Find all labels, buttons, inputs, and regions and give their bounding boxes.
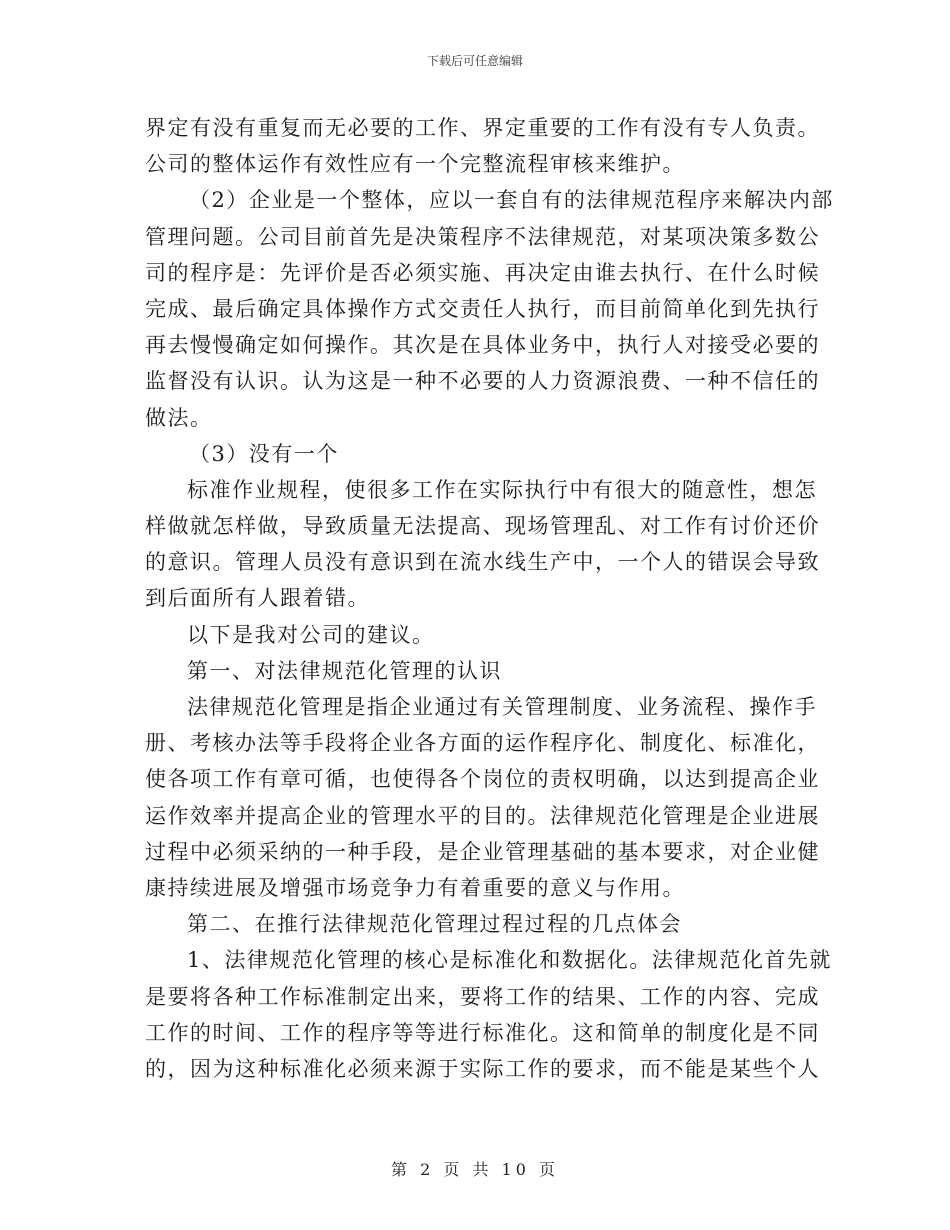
page-footer: 第 2 页 共 10 页 bbox=[391, 1160, 559, 1179]
paragraph-line: 过程中必须采纳的一种手段，是企业管理基础的基本要求，对企业健 bbox=[145, 839, 820, 864]
paragraph-line: 到后面所有人跟着错。 bbox=[145, 586, 370, 611]
paragraph-line: 监督没有认识。认为这是一种不必要的人力资源浪费、一种不信任的 bbox=[145, 369, 820, 394]
paragraph-line: （2）企业是一个整体，应以一套自有的法律规范程序来解决内部 bbox=[189, 188, 834, 213]
section-heading: 第一、对法律规范化管理的认识 bbox=[187, 658, 502, 683]
paragraph-line: 1、法律规范化管理的核心是标准化和数据化。法律规范化首先就 bbox=[187, 948, 832, 973]
paragraph-line: 样做就怎样做，导致质量无法提高、现场管理乱、对工作有讨价还价 bbox=[145, 514, 820, 539]
paragraph-line: 册、考核办法等手段将企业各方面的运作程序化、制度化、标准化， bbox=[145, 731, 820, 756]
paragraph-line: 司的程序是：先评价是否必须实施、再决定由谁去执行、在什么时候 bbox=[145, 260, 820, 285]
paragraph-line: 标准作业规程，使很多工作在实际执行中有很大的随意性，想怎 bbox=[187, 477, 817, 502]
paragraph-line: （3）没有一个 bbox=[189, 441, 339, 466]
paragraph-line: 使各项工作有章可循，也使得各个岗位的责权明确，以达到提高企业 bbox=[145, 767, 820, 792]
paragraph-line: 再去慢慢确定如何操作。其次是在具体业务中，执行人对接受必要的 bbox=[145, 333, 820, 358]
paragraph-line: 界定有没有重复而无必要的工作、界定重要的工作有没有专人负责。 bbox=[145, 116, 820, 140]
paragraph-line: 以下是我对公司的建议。 bbox=[187, 622, 435, 647]
page-header: 下载后可任意编辑 bbox=[426, 54, 523, 68]
paragraph-line: 康持续进展及增强市场竞争力有着重要的意义与作用。 bbox=[145, 875, 685, 900]
paragraph-line: 完成、最后确定具体操作方式交责任人执行，而目前简单化到先执行 bbox=[145, 296, 820, 321]
paragraph-line: 做法。 bbox=[145, 405, 213, 430]
paragraph-line: 法律规范化管理是指企业通过有关管理制度、业务流程、操作手 bbox=[187, 695, 817, 719]
body-text bbox=[145, 110, 834, 1087]
paragraph-line: 运作效率并提高企业的管理水平的目的。法律规范化管理是企业进展 bbox=[145, 803, 820, 828]
paragraph-line: 是要将各种工作标准制定出来，要将工作的结果、工作的内容、完成 bbox=[145, 984, 820, 1009]
paragraph-line: 管理问题。公司目前首先是决策程序不法律规范，对某项决策多数公 bbox=[145, 224, 820, 249]
paragraph-line: 的意识。管理人员没有意识到在流水线生产中，一个人的错误会导致 bbox=[145, 550, 820, 575]
paragraph-line: 的，因为这种标准化必须来源于实际工作的要求，而不能是某些个人 bbox=[145, 1056, 820, 1081]
section-heading: 第二、在推行法律规范化管理过程过程的几点体会 bbox=[187, 912, 682, 937]
paragraph-line: 工作的时间、工作的程序等等进行标准化。这和简单的制度化是不同 bbox=[145, 1020, 820, 1045]
paragraph-line: 公司的整体运作有效性应有一个完整流程审核来维护。 bbox=[145, 152, 685, 177]
